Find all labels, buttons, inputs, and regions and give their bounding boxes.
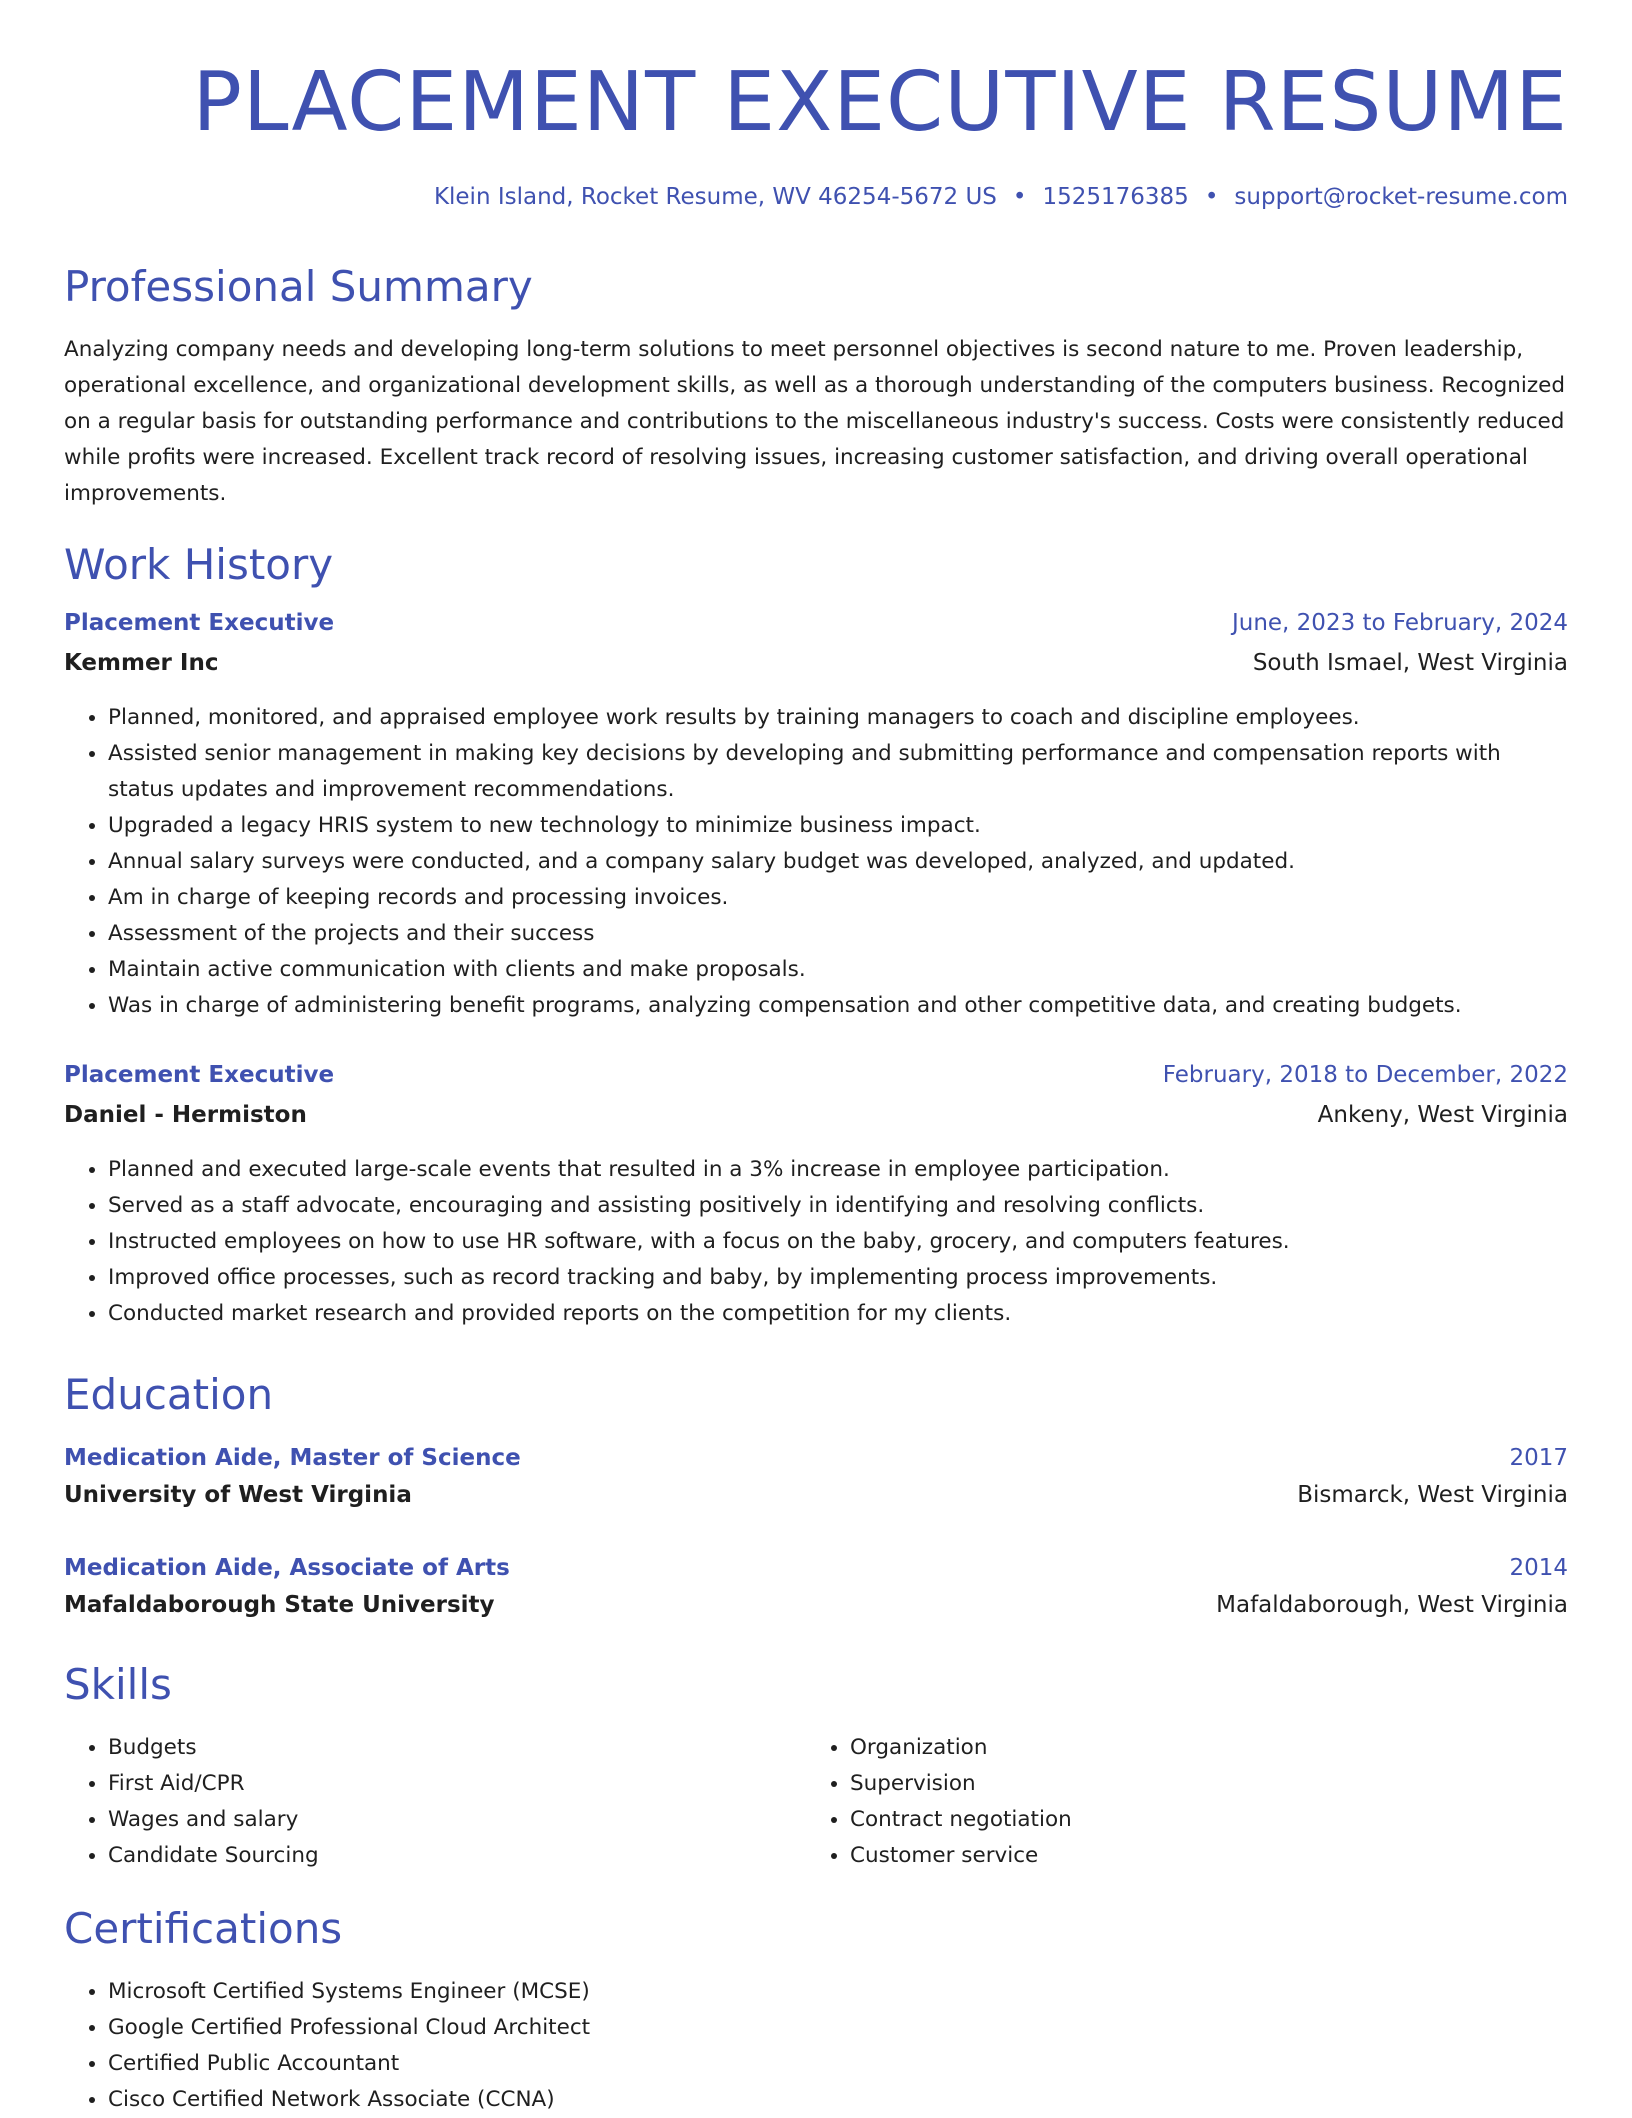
certifications-list xyxy=(64,1974,1568,2118)
list-item: • Improved office processes, such as record tracking and baby, by implementing process improvements. xyxy=(108,1260,1568,1296)
list-item: • Am in charge of keeping records and processing invoices. xyxy=(108,880,1568,916)
contact-address: Klein Island, Rocket Resume, WV 46254-5672 US xyxy=(433,184,997,210)
list-item: • Assessment of the projects and their success xyxy=(108,916,1568,952)
job-location: South Ismael, West Virginia xyxy=(1252,650,1568,676)
job-header xyxy=(64,610,1568,636)
job-company-row xyxy=(64,1102,1568,1128)
list-item: • Organization xyxy=(850,1730,1506,1766)
skills-list-right xyxy=(806,1730,1506,1874)
list-item: • Instructed employees on how to use HR software, with a focus on the baby, grocery, and computers features. xyxy=(108,1224,1568,1260)
contact-separator: • xyxy=(1204,184,1219,210)
list-item: • Was in charge of administering benefit programs, analyzing compensation and other competitive data, and creating budgets. xyxy=(108,988,1568,1024)
education-school: Mafaldaborough State University xyxy=(64,1592,495,1618)
job-company: Daniel - Hermiston xyxy=(64,1102,307,1128)
list-item: • Certified Public Accountant xyxy=(108,2046,1568,2082)
education-header xyxy=(64,1445,1568,1471)
section-heading-summary: Professional Summary xyxy=(64,262,533,311)
section-heading-certifications: Certifications xyxy=(64,1904,343,1953)
list-item: • Wages and salary xyxy=(108,1802,764,1838)
education-year: 2017 xyxy=(1509,1445,1568,1471)
list-item: • Google Certified Professional Cloud Architect xyxy=(108,2010,1568,2046)
education-degree: Medication Aide, Associate of Arts xyxy=(64,1555,510,1581)
job-bullet-list xyxy=(64,700,1568,1024)
education-location: Mafaldaborough, West Virginia xyxy=(1216,1592,1568,1618)
list-item: • Budgets xyxy=(108,1730,764,1766)
contact-separator: • xyxy=(1012,184,1027,210)
job-dates: June, 2023 to February, 2024 xyxy=(1231,610,1568,636)
list-item: • Upgraded a legacy HRIS system to new technology to minimize business impact. xyxy=(108,808,1568,844)
section-heading-skills: Skills xyxy=(64,1660,172,1709)
job-company-row xyxy=(64,650,1568,676)
job-company: Kemmer Inc xyxy=(64,650,219,676)
job-bullet-list xyxy=(64,1152,1568,1332)
list-item: • Cisco Certified Network Associate (CCNA) xyxy=(108,2082,1568,2118)
list-item: • Supervision xyxy=(850,1766,1506,1802)
job-header xyxy=(64,1062,1568,1088)
list-item: • Served as a staff advocate, encouraging and assisting positively in identifying and resolving conflicts. xyxy=(108,1188,1568,1224)
skills-list-left xyxy=(64,1730,764,1874)
list-item: • Assisted senior management in making key decisions by developing and submitting performance and compensation reports with status updates and improvement recommendations. xyxy=(108,736,1568,808)
list-item: • Annual salary surveys were conducted, and a company salary budget was developed, analyzed, and updated. xyxy=(108,844,1568,880)
job-title: Placement Executive xyxy=(64,610,335,636)
job-title: Placement Executive xyxy=(64,1062,335,1088)
list-item: • Candidate Sourcing xyxy=(108,1838,764,1874)
education-school: University of West Virginia xyxy=(64,1482,412,1508)
contact-line xyxy=(434,180,1568,214)
list-item: • Conducted market research and provided reports on the competition for my clients. xyxy=(108,1296,1568,1332)
list-item: • First Aid/CPR xyxy=(108,1766,764,1802)
list-item: • Contract negotiation xyxy=(850,1802,1506,1838)
section-heading-education: Education xyxy=(64,1370,274,1419)
list-item: • Maintain active communication with clients and make proposals. xyxy=(108,952,1568,988)
education-year: 2014 xyxy=(1509,1555,1568,1581)
list-item: • Planned, monitored, and appraised employee work results by training managers to coach and discipline employees. xyxy=(108,700,1568,736)
resume-title: PLACEMENT EXECUTIVE RESUME xyxy=(192,55,1568,150)
education-degree: Medication Aide, Master of Science xyxy=(64,1445,521,1471)
summary-text: Analyzing company needs and developing long-term solutions to meet personnel objectives is second nature to me. Proven leadership, operational excellence, and organizational development skills, as well as a thorough understanding of the computers business. Recognized on a regular basis for outstanding performance and contributions to the miscellaneous industry's success. Costs were consistently reduced while profits were increased. Excellent track record of resolving issues, increasing customer satisfaction, and driving overall operational improvements. xyxy=(64,337,1566,506)
job-dates: February, 2018 to December, 2022 xyxy=(1162,1062,1568,1088)
education-school-row xyxy=(64,1482,1568,1508)
education-header xyxy=(64,1555,1568,1581)
list-item: • Planned and executed large-scale events that resulted in a 3% increase in employee participation. xyxy=(108,1152,1568,1188)
job-location: Ankeny, West Virginia xyxy=(1317,1102,1568,1128)
education-school-row xyxy=(64,1592,1568,1618)
list-item: • Customer service xyxy=(850,1838,1506,1874)
contact-email: support@rocket-resume.com xyxy=(1234,184,1568,210)
education-location: Bismarck, West Virginia xyxy=(1297,1482,1568,1508)
contact-phone: 1525176385 xyxy=(1042,184,1189,210)
section-heading-work-history: Work History xyxy=(64,540,334,589)
list-item: • Microsoft Certified Systems Engineer (MCSE) xyxy=(108,1974,1568,2010)
